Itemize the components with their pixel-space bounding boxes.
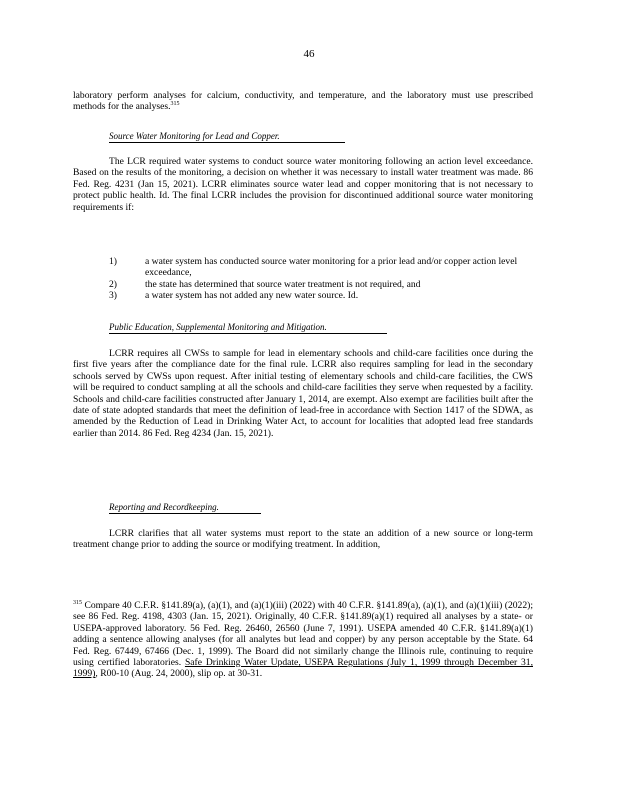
footnote-tail: , R00-10 (Aug. 24, 2000), slip op. at 30-31. — [95, 668, 263, 680]
footnote-reference: 315 — [170, 101, 180, 108]
section-heading-public-education: Public Education, Supplemental Monitoring and Mitigation. — [109, 322, 387, 334]
public-education-paragraph-text: LCRR requires all CWSs to sample for lead in elementary schools and child-care facilities once during the first five years after the compliance date for the final rule. LCRR also requires sampling for lead in the secondary schools served by CWSs upon request. After initial testing of elementary schools and child-care facilities, the CWS will be required to conduct sampling at all the schools and child-care facilities they serve when requested by a facility. Schools and child-care facilities constructed after January 1, 2014, are exempt. Also exempt are facilities built after the date of state adopted standards that meet the definition of lead-free in accordance with Section 1417 of the SDWA, as amended by the Reduction of Lead in Drinking Water Act, to account for localities that adopted lead free standards earlier than 2014. 86 Fed. Reg 4234 (Jan. 15, 2021). — [73, 348, 533, 439]
list-item — [109, 256, 533, 279]
section-heading-source-water: Source Water Monitoring for Lead and Copper. — [109, 131, 345, 143]
footnote-mark: 315 — [73, 599, 82, 606]
footnote-text: Compare 40 C.F.R. §141.89(a), (a)(1), and (a)(1)(iii) (2022) with 40 C.F.R. §141.89(a), (a)(1), and (a)(1)(iii) (2022); see 86 Fed. Reg. 4198, 4303 (Jan. 15, 2021). Originally, 40 C.F.R. §141.89(a)(1) required all analyses by a state- or USEPA-approved laboratory. 56 Fed. Reg. 26460, 26560 (June 7, 1991). USEPA amended 40 C.F.R. §141.89(a)(1) adding a sentence allowing analyses (for all analytes but lead and copper) by any person acceptable by the State. 64 Fed. Reg. 67449, 67466 (Dec. 1, 1999). The Board did not similarly change the Illinois rule, continuing to require using certified laboratories. — [73, 600, 533, 669]
page-number: 46 — [303, 48, 315, 60]
conditions-list — [109, 256, 533, 302]
reporting-paragraph-text: LCRR clarifies that all water systems must report to the state an addition of a new source or long-term treatment change prior to adding the source or modifying treatment. In addition, — [73, 528, 533, 551]
source-water-paragraph-text: The LCR required water systems to conduct source water monitoring following an action level exceedance. Based on the results of the monitoring, a decision on whether it was necessary to install water treatment was made. 86 Fed. Reg. 4231 (Jan 15, 2021). LCRR eliminates source water lead and copper monitoring that is not necessary to protect public health. Id. The final LCRR includes the provision for discontinued additional source water monitoring requirements if: — [73, 156, 533, 213]
list-item-text: a water system has conducted source water monitoring for a prior lead and/or copper action level exceedance, — [145, 256, 518, 279]
section-paragraph-reporting — [73, 528, 533, 551]
list-item-number: 1) — [109, 256, 117, 267]
section-heading-reporting: Reporting and Recordkeeping. — [109, 502, 261, 514]
list-item — [109, 279, 533, 290]
section-paragraph-public-education — [73, 348, 533, 439]
section-paragraph-source-water — [73, 156, 533, 213]
list-item-number: 3) — [109, 290, 117, 302]
footnote-underlined-title: Safe Drinking Water Update, USEPA Regulations (July 1, 1999 through December 31, 1999) — [73, 657, 533, 680]
opening-paragraph — [73, 90, 533, 113]
opening-paragraph-text: laboratory perform analyses for calcium, conductivity, and temperature, and the laboratory must use prescribed methods for the analyses. — [73, 90, 533, 113]
list-item-text: a water system has not added any new water source. Id. — [145, 290, 359, 302]
list-item — [109, 290, 533, 301]
list-item-number: 2) — [109, 278, 117, 290]
list-item-text: the state has determined that source water treatment is not required, and — [145, 278, 421, 290]
footnote — [73, 600, 533, 680]
